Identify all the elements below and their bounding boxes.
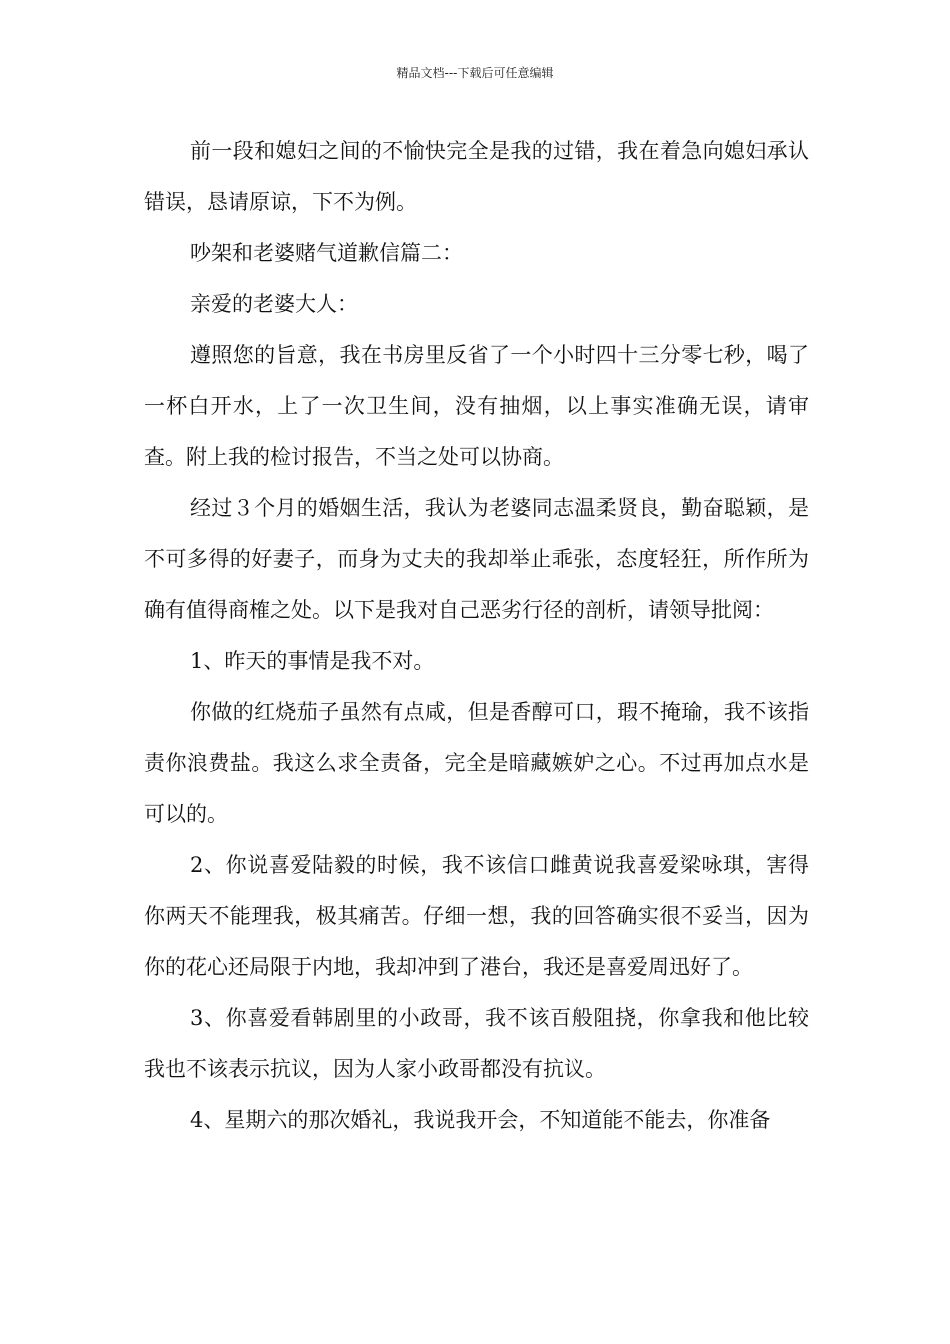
- paragraph-item-1: 1、昨天的事情是我不对。: [190, 649, 435, 673]
- paragraph-section-title: 吵架和老婆赌气道歉信篇二：: [190, 241, 463, 265]
- paragraph-item-3: 3、你喜爱看韩剧里的小政哥，我不该百般阻挠，你拿我和他比较我也不该表示抗议，因为人家小政哥都没有抗议。: [144, 1006, 809, 1081]
- paragraph-salutation: 亲爱的老婆大人：: [190, 292, 358, 316]
- paragraph-reflection: 遵照您的旨意，我在书房里反省了一个小时四十三分零七秒，喝了一杯白开水，上了一次卫生间，没有抽烟，以上事实准确无误，请审查。附上我的检讨报告，不当之处可以协商。: [144, 343, 809, 469]
- page-header: 精品文档---下载后可任意编辑: [396, 66, 554, 80]
- paragraph-item-1-detail: 你做的红烧茄子虽然有点咸，但是香醇可口，瑕不掩瑜，我不该指责你浪费盐。我这么求全责备，完全是暗藏嫉妒之心。不过再加点水是可以的。: [144, 700, 809, 826]
- paragraph-item-4: 4、星期六的那次婚礼，我说我开会，不知道能不能去，你准备: [190, 1108, 771, 1132]
- paragraph-apology-intro: 前一段和媳妇之间的不愉快完全是我的过错，我在着急向媳妇承认错误，恳请原谅，下不为例。: [144, 139, 809, 214]
- paragraph-item-2: 2、你说喜爱陆毅的时候，我不该信口雌黄说我喜爱梁咏琪，害得你两天不能理我，极其痛苦。仔细一想，我的回答确实很不妥当，因为你的花心还局限于内地，我却冲到了港台，我还是喜爱周迅好了。: [144, 853, 809, 979]
- document-body: [144, 126, 809, 1146]
- paragraph-marriage-review: 经过３个月的婚姻生活，我认为老婆同志温柔贤良，勤奋聪颖，是不可多得的好妻子，而身为丈夫的我却举止乖张，态度轻狂，所作所为确有值得商榷之处。以下是我对自己恶劣行径的剖析，请领导批阅：: [144, 496, 809, 622]
